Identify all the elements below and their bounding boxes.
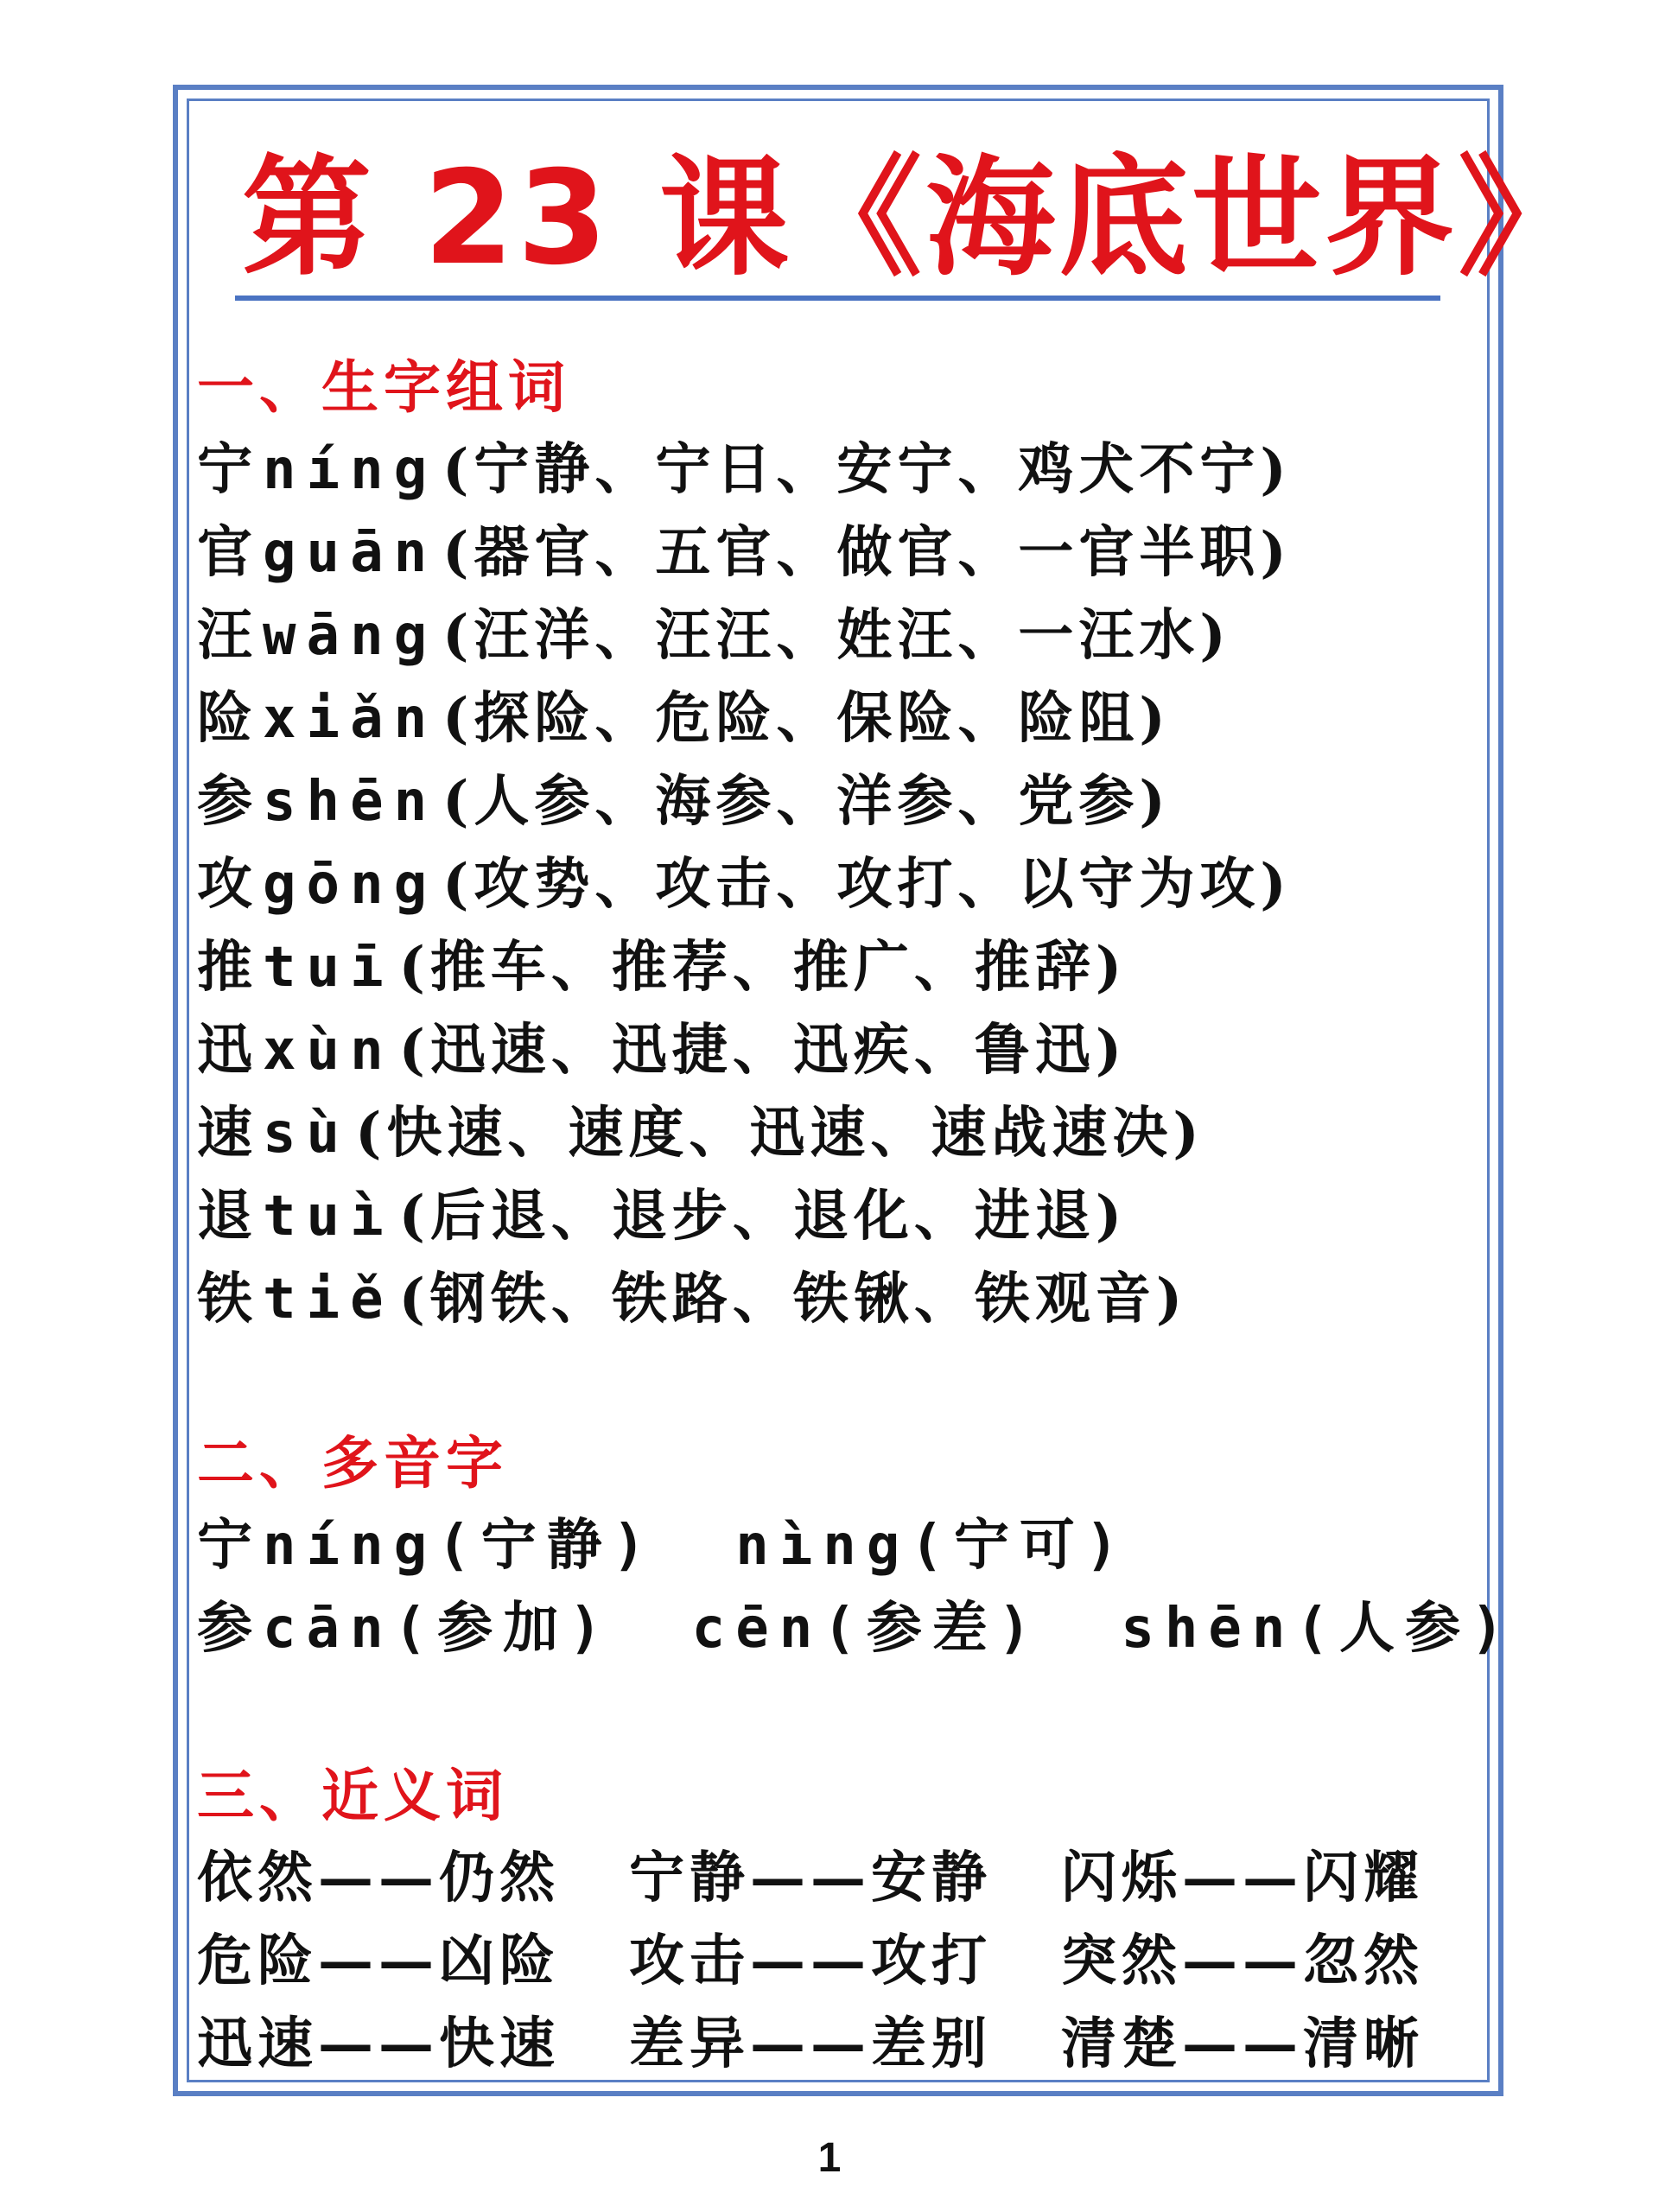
reading: cēn(参差) [691,1597,1042,1661]
character: 宁 [197,437,257,502]
word-row [197,1175,1493,1258]
synonym-pair: 清楚——清晰 [1061,2012,1424,2076]
reading: shēn(人参) [1121,1597,1515,1661]
word-list [197,429,1493,1341]
word-row [197,760,1493,843]
word-group: (攻势、攻击、攻打、以守为攻) [442,852,1292,917]
word-group: (迅速、迅捷、迅疾、鲁迅) [398,1018,1128,1083]
synonym-pair: 危险——凶险 [197,1929,560,1993]
synonym-row [197,1837,1493,1920]
pinyin: wāng [263,604,438,668]
character: 攻 [197,852,257,917]
character: 速 [197,1101,257,1166]
pinyin: tiě [263,1268,394,1332]
synonym-pair: 闪烁——闪耀 [1061,1846,1424,1910]
word-group: (宁静、宁日、安宁、鸡犬不宁) [442,437,1292,502]
character: 险 [197,686,257,751]
synonym-pair: 攻击——攻打 [629,1929,992,1993]
word-group: (汪洋、汪汪、姓汪、一汪水) [442,603,1231,668]
title-underline [235,296,1440,301]
pinyin: gōng [263,853,438,917]
section-synonyms [197,1754,1493,2086]
polyphone-row [197,1587,1515,1670]
word-row [197,1092,1493,1175]
word-group: (钢铁、铁路、铁锹、铁观音) [398,1267,1188,1332]
word-group: (器官、五官、做官、一官半职) [442,520,1292,585]
word-row [197,1009,1493,1092]
section-heading: 一、生字组词 [197,353,570,421]
section-heading: 三、近义词 [197,1762,508,1829]
synonym-list [197,1837,1493,2086]
pinyin: tuī [263,936,394,1000]
synonym-pair: 迅速——快速 [197,2012,560,2076]
synonym-pair: 突然——忽然 [1061,1929,1424,1993]
pinyin: tuì [263,1185,394,1249]
section-polyphones [197,1421,1515,1670]
word-group: (探险、危险、保险、险阻) [442,686,1171,751]
lesson-title: 第 23 课《海底世界》 [242,143,1592,294]
character: 宁 [197,1513,257,1578]
polyphone-list [197,1504,1515,1670]
polyphone-row [197,1504,1493,1587]
word-row [197,677,1493,760]
section-word-building [197,346,1493,1341]
word-row [197,926,1493,1009]
reading: nìng(宁可) [735,1514,1129,1578]
word-row [197,843,1493,926]
word-row [197,429,1493,512]
synonym-pair: 依然——仍然 [197,1846,560,1910]
section-heading: 二、多音字 [197,1429,508,1497]
synonym-row [197,1920,1493,2003]
page-number: 1 [817,2135,842,2181]
reading: níng(宁静) [263,1514,657,1578]
pinyin: shēn [263,770,438,834]
character: 参 [197,1596,257,1661]
reading: cān(参加) [263,1597,613,1661]
word-row [197,512,1493,594]
character: 汪 [197,603,257,668]
pinyin: xùn [263,1019,394,1083]
character: 铁 [197,1267,257,1332]
synonym-pair: 差异——差别 [629,2012,992,2076]
character: 迅 [197,1018,257,1083]
word-group: (后退、退步、退化、进退) [398,1184,1128,1249]
character: 退 [197,1184,257,1249]
pinyin: xiǎn [263,687,438,751]
character: 推 [197,935,257,1000]
synonym-pair: 宁静——安静 [629,1846,992,1910]
word-group: (快速、速度、迅速、速战速决) [355,1101,1205,1166]
pinyin: níng [263,438,438,502]
character: 参 [197,769,257,834]
word-row [197,1258,1493,1341]
word-row [197,594,1493,677]
pinyin: sù [263,1102,351,1166]
word-group: (推车、推荐、推广、推辞) [398,935,1128,1000]
word-group: (人参、海参、洋参、党参) [442,769,1171,834]
character: 官 [197,520,257,585]
pinyin: guān [263,521,438,585]
synonym-row [197,2003,1493,2086]
